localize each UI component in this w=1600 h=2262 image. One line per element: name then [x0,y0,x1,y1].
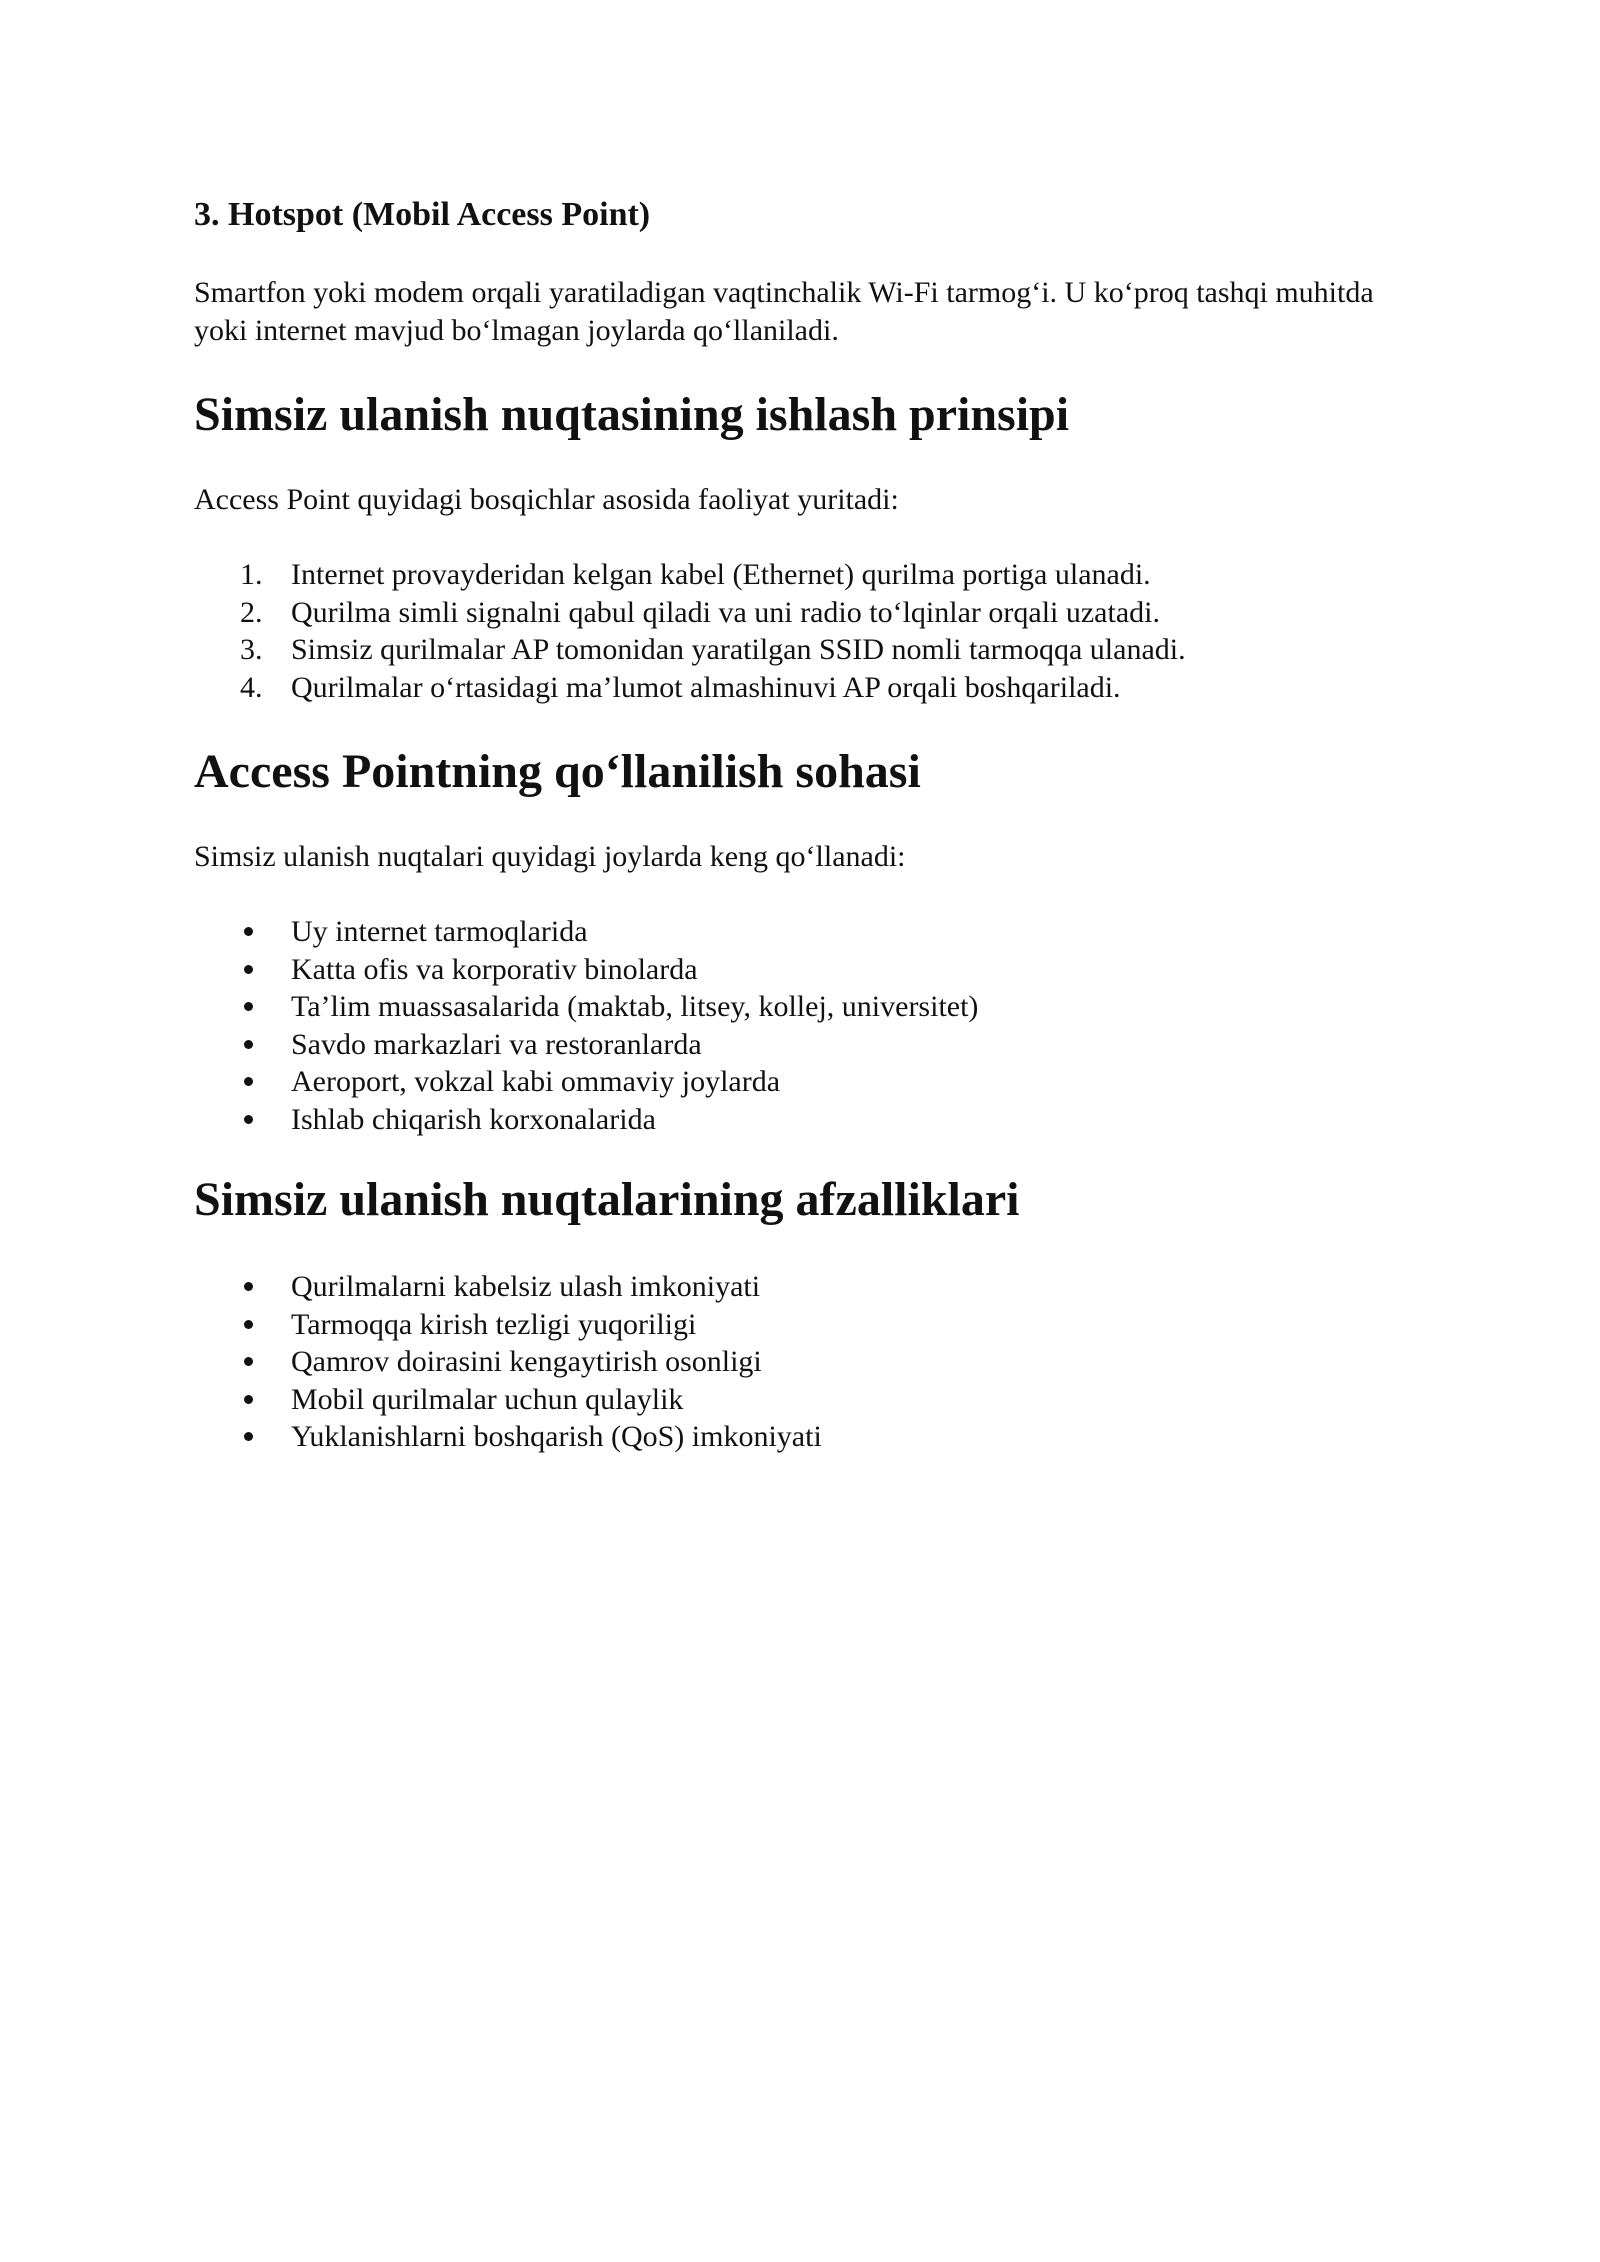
list-item-text: Katta ofis va korporativ binolarda [291,952,698,986]
list-item-text: Savdo markazlari va restoranlarda [291,1027,702,1061]
principle-heading: Simsiz ulanish nuqtasining ishlash prinsipi [194,388,1070,441]
list-item [194,1026,978,1064]
list-item-text: Qurilmalarni kabelsiz ulash imkoniyati [291,1270,761,1303]
hotspot-heading: 3. Hotspot (Mobil Access Point) [194,196,651,233]
usage-list [194,913,978,1138]
list-item-text: Mobil qurilmalar uchun qulaylik [291,1382,684,1416]
list-item-text: Internet provayderidan kelgan kabel (Ethernet) qurilma portiga ulanadi. [291,558,1151,591]
list-item-text: Simsiz qurilmalar AP tomonidan yaratilgan SSID nomli tarmoqqa ulanadi. [291,633,1186,666]
list-number: 4. [240,670,263,704]
list-number: 2. [240,595,263,629]
list-item-text: Ta’lim muassasalarida (maktab, litsey, kollej, universitet) [291,990,979,1023]
bullet-icon [244,1040,253,1049]
principle-intro: Access Point quyidagi bosqichlar asosida faoliyat yuritadi: [194,483,899,516]
list-item-text: Yuklanishlarni boshqarish (QoS) imkoniyati [291,1420,822,1453]
hotspot-paragraph: Smartfon yoki modem orqali yaratiladigan vaqtinchalik Wi-Fi tarmog‘i. U ko‘proq tashqi muhitda yoki internet mavjud bo‘lmagan joylarda qo‘llaniladi. [194,276,1374,347]
list-item [194,1063,978,1101]
list-item [194,669,1186,707]
list-item [194,594,1186,632]
usage-heading: Access Pointning qo‘llanilish sohasi [194,745,921,798]
bullet-icon [244,1077,253,1086]
list-item-text: Aeroport, vokzal kabi ommaviy joylarda [291,1065,781,1098]
list-item-text: Qurilmalar o‘rtasidagi ma’lumot almashinuvi AP orqali boshqariladi. [291,670,1121,704]
list-item-text: Qamrov doirasini kengaytirish osonligi [291,1345,762,1378]
usage-intro: Simsiz ulanish nuqtalari quyidagi joylarda keng qo‘llanadi: [194,840,906,873]
list-item [194,1268,822,1306]
bullet-icon [244,1115,253,1124]
bullet-icon [244,1395,253,1404]
list-item-text: Ishlab chiqarish korxonalarida [291,1102,656,1136]
list-item-text: Uy internet tarmoqlarida [291,915,588,948]
bullet-icon [244,927,253,936]
bullet-icon [244,1320,253,1329]
list-item [194,913,978,951]
bullet-icon [244,1282,253,1291]
list-number: 3. [240,633,263,666]
list-item-text: Tarmoqqa kirish tezligi yuqoriligi [291,1307,697,1341]
list-item [194,988,978,1026]
list-item [194,556,1186,594]
principle-steps-list [194,556,1186,706]
list-item [194,631,1186,669]
list-item [194,1381,822,1419]
advantages-list [194,1268,822,1456]
list-item [194,951,978,989]
list-item [194,1343,822,1381]
bullet-icon [244,1357,253,1366]
bullet-icon [244,1002,253,1011]
list-number: 1. [240,558,263,591]
advantages-heading: Simsiz ulanish nuqtalarining afzalliklari [194,1173,1020,1226]
list-item [194,1101,978,1139]
bullet-icon [244,1432,253,1441]
bullet-icon [244,965,253,974]
list-item [194,1306,822,1344]
list-item-text: Qurilma simli signalni qabul qiladi va uni radio to‘lqinlar orqali uzatadi. [291,595,1160,629]
list-item [194,1418,822,1456]
